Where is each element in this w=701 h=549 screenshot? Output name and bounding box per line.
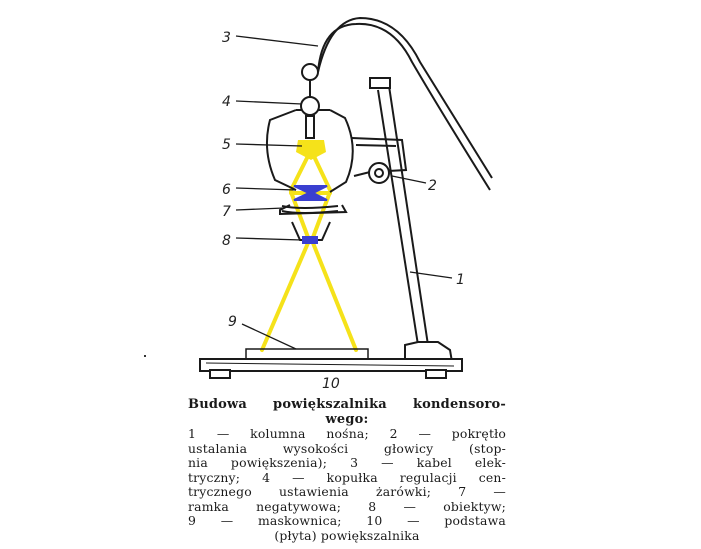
label-4: 4: [222, 94, 231, 110]
label-6: 6: [222, 182, 231, 198]
leader-lines: [236, 36, 452, 349]
lamp-bulb-glow: [296, 140, 326, 160]
height-knob: [369, 163, 389, 183]
label-2: 2: [428, 178, 437, 194]
label-9: 9: [228, 314, 237, 330]
caption-line: 9 — maskownica; 10 — podstawa: [188, 513, 506, 528]
cable-and-dome: [301, 18, 492, 190]
negative-frame: [282, 206, 338, 213]
caption-line: ustalania wysokości głowicy (stop-: [188, 440, 506, 456]
caption-line: 1 — kolumna nośna; 2 — pokrętło: [188, 426, 506, 441]
caption-line: trycznego ustawienia żarówki; 7 —: [188, 484, 506, 499]
caption-last-line: (płyta) powiększalnika: [274, 527, 420, 543]
label-7: 7: [222, 204, 231, 220]
speck: [144, 355, 146, 357]
caption-line: nia powiększenia); 3 — kabel elek-: [188, 455, 506, 470]
caption-line: ramka negatywowa; 8 — obiektyw;: [188, 498, 506, 514]
label-10: 10: [322, 376, 340, 392]
objective-lens: [302, 236, 318, 244]
label-1: 1: [456, 272, 465, 288]
caption-title: Budowa powiększalnika kondensoro-: [188, 397, 506, 412]
caption-title-cont: wego:: [325, 411, 369, 427]
caption-line: tryczny; 4 — kopułka regulacji cen-: [188, 469, 506, 485]
support-column: [370, 78, 452, 362]
label-8: 8: [222, 233, 231, 249]
label-3: 3: [222, 30, 231, 46]
masking-frame: [246, 349, 368, 359]
label-5: 5: [222, 137, 231, 153]
figure-caption: [188, 398, 506, 543]
